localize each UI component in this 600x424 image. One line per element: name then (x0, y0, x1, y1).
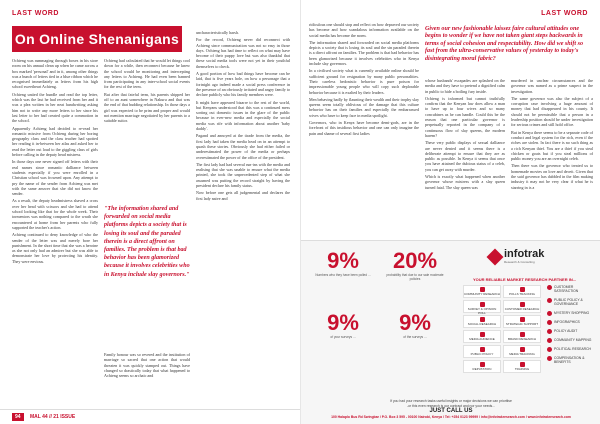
paragraph: Apparently Achieng had decided to re-read her romantic missive from Ochieng during her boring geography class and the class teacher had spotted her reading it in-between her atlas and asked her to read the letter out loud to the giggling class of girls before calling in the deputy head mistress. (12, 125, 98, 158)
paragraph: Now before one gets all judgemental and declares the first lady naive and (196, 190, 290, 201)
paragraph: Ochieng had calculated that he would let things cool down for a while, then reconnect because he knew the school would be monitoring and intercepting any letters to Achieng. He had even been banned from participating in any inter-school social events for the rest of the term. (104, 58, 190, 90)
service-list-item: MYSTERY SHOPPING (547, 311, 597, 315)
page-footer (0, 409, 300, 424)
paragraph: Achieng continued to deny knowledge of who the sender of the letter was and merely bore her punishment. In the short time that she was a heroine as she not only had an admirer but she was able to demonstrate her love by protecting his identity. They were envious. (12, 232, 98, 264)
paragraph: But in Kenya there seems to be a separate code of conduct and legal system for the rich, even if the riches are stolen. In fact there is no such thing as a rich Kenyan thief. You are a thief if you steal chicken or goats but if you steal millions of public money you are an overnight celeb. (511, 129, 593, 162)
service-cell (463, 345, 501, 358)
paragraph: murdered in unclear circumstances and the governor was named as a prime suspect in the investigation. (511, 78, 593, 94)
service-cell (463, 330, 501, 343)
stat-caption: probability that due to our sale moderate policies (386, 273, 444, 281)
paragraph: The first lady had had several run-ins with the media and realising that she was unable to ensure what the media printed, she took the unprecedented step of what she assumed was putting the record straight by having the president declare his family status. (196, 161, 290, 189)
article-title: On Online Shenanigans (12, 26, 182, 52)
paragraph: The same governor was also the subject of a corruption case involving a huge amount of money that had disappeared in his county. It should not be permissible that a person in a leadership position should be under investigation for serious crimes and still hold office. (511, 95, 593, 128)
service-list-item: CUSTOMER SATISFACTION (547, 285, 597, 293)
stat-caption: of the surveys ... (403, 335, 427, 339)
paragraph: Ochieng is informed but cannot truthfully confirm that the Kenyan law does allow a man to have up to four wives and so many concubines as he can handle. Could this be the reason that one particular governor is perpetually reported in the company of a continuous flow of slay queens, the modern harem? (425, 95, 505, 138)
page-number: 94 (12, 413, 24, 421)
paragraph: A good portion of how bad things have become can be laid, that is five years hole, on how a personage that a fortnight ago indeed made a social press conference in the presence of an obviously irritated and angry family to declare publicly who his family members were. (196, 71, 290, 98)
stat-percent: 9% (399, 310, 431, 335)
service-cell (503, 300, 541, 313)
service-list-item: POLICY AUDIT (547, 329, 597, 333)
stat-caption: of your surveys ... (330, 335, 356, 339)
paragraph: uncharacteristically harsh. (196, 30, 239, 35)
paragraph: Ochieng untied the bundle and read the top letter, which was the last he had received from her and it was a plea written in her neat handwriting asking him not to write any more letters to her since his last letter to her had created quite a commotion in the school. (12, 91, 98, 124)
magazine-issue: MAL 44 // 21 ISSUE (30, 414, 76, 420)
paragraph: But after that fateful term, his parents shipped her off to an aunt somewhere in Nakuru and that was the end of that budding relationship. In those days a girl was expected to be prim and proper and would not mention marriage negotiated by her parents to a suitable suitor. (104, 91, 190, 124)
service-cell (463, 300, 501, 313)
paragraph: The information shared and forwarded on social media platforms depicts a society that is losing its soul and the sin paraded therein is a direct affront on families. The problem is that bad behavior has been glamorized because it involves celebrities who in Kenya include slay governors. (309, 39, 419, 67)
stat-percent: 9% (327, 310, 359, 335)
paragraph: It might have appeared bizarre to the rest of the world, but Kenyans understood that this was a continued mess sorting out domestic issues in the glare of the public because in ever-new media and especially the social media was rife with information about another 'baby daddy'. (196, 99, 290, 132)
service-cell (503, 330, 541, 343)
service-label: SOCIAL RESEARCH (467, 322, 497, 326)
right-page (300, 0, 600, 424)
column-2 (104, 58, 190, 200)
paragraph: Pagand and annoyed at the tirade from the media, the first lady had taken the media head on in an attempt to quash these stories. Obviously she had either failed or underestimated the power of the media or perhaps overestimated the power of the office of the president. (196, 133, 290, 160)
section-label: LAST WORD (12, 10, 59, 17)
service-label: SURVEY & OPINION POLL (467, 307, 497, 315)
advert-footer (309, 399, 593, 419)
services-list (547, 285, 597, 369)
partner-tagline: YOUR RELIABLE MARKET RESEARCH PARTNER IN... (473, 277, 577, 282)
call-to-action: JUST CALL US (429, 408, 473, 415)
service-label: BRAND RESEARCH (507, 337, 536, 341)
paragraph: ridiculous one should stop and reflect on how depraved our society has become and how scandalous information available on the social media has become the norm. (309, 22, 419, 38)
highlight-question: Given our new fashionable laissez faire cultural attitudes one begins to wonder if we have not taken giant steps backwards in terms of social cohesion and respectability. How did we shift so fast from the ultra-conservative values of yesterday to today's disintegrating moral fabric? (425, 26, 584, 62)
paragraph: For the record, Ochieng never did reconnect with Achieng since communication was not so easy in those days. Ochieng has had time to reflect on what may have become of their puppy love but was also thankful that these social media tools were not yet in their youthful themselves to check. (196, 37, 290, 69)
infotrak-logo (489, 249, 544, 264)
brand-name: infotrak (504, 248, 545, 260)
service-list-item: PUBLIC POLICY & GOVERNANCE (547, 298, 597, 306)
service-label: STRATEGIC SUPPORT (505, 322, 539, 326)
service-label: TRAINING (514, 367, 530, 371)
paragraph: Ochieng was rummaging through boxes in his store room on his annual clean up when he came across a box marked 'personal' and in it, among other things was a bunch of letters tied in a blue ribbon which he recognised immediately as letters from his high school sweetheart Achieng. (12, 58, 98, 90)
service-label: CUSTOMER RESEARCH (504, 307, 540, 311)
service-cell (503, 345, 541, 358)
pull-quote: "The information shared and forwarded on social media platforms depicts a society that is losing its soul and the paraded therein is a direct affront on families. The problem is that bad behavior has been glamorized because it involves celebrities who in Kenya include slay governors." (104, 206, 190, 278)
paragraph: Family honour was so revered and the institution of marriage so sacred that one action that would threaten it was quickly stamped out. Things have changed so drastically today that what happened to Achieng seems so archaic and (104, 352, 190, 379)
section-label: LAST WORD (541, 10, 588, 17)
service-list-item: INFOGRAPHICS (547, 320, 597, 324)
service-cell (503, 285, 541, 298)
service-label: REPUTATION (472, 367, 492, 371)
service-cell (463, 360, 501, 373)
service-cell (503, 360, 541, 373)
service-label: MEDIA TRACKING (509, 352, 535, 356)
stat-block (383, 249, 447, 281)
service-label: PUBLIC POLICY (470, 352, 494, 356)
service-list-item: COMPENSATION & BENEFITS (547, 356, 597, 364)
stat-block (383, 311, 447, 339)
stat-block (311, 249, 375, 277)
stat-percent: 20% (392, 248, 438, 273)
stat-percent: 9% (327, 248, 359, 273)
column-2-continued (104, 352, 190, 404)
logo-diamond-icon (487, 248, 504, 265)
advert-line-1: If you had your research tasks useful insights or major decisions we can prioritise (390, 399, 512, 404)
column-3 (196, 30, 290, 403)
paragraph: As a result, the deputy headmistress shaved a cross over her head with scissors and she had to attend school looking like that for the whole week. Their tormentors was nothing compared to the wrath she encountered at home from her parents who fully supported the teacher's action. (12, 198, 98, 230)
paragraph: These very public displays of sexual dalliance are never denied and it seems there is a deliberate attempt to ensure that they are as public as possible. In Kenya it seems that once you have attained the dubious status of a celeb, you can get away with murder. (425, 140, 505, 172)
service-list-item: POLITICAL RESEARCH (547, 347, 597, 351)
column-b (425, 78, 505, 236)
stat-block (311, 311, 375, 339)
service-label: MEDIA AUDIENCE (469, 337, 495, 341)
service-cell (463, 315, 501, 328)
brand-subtitle: Research & Consulting (504, 260, 535, 264)
service-label: COMMUNITY RESEARCH (464, 292, 500, 296)
contact-details: 100 Halaplo Bus Rd Swingbar / P.O. Box 3 595 - 00100 Nairobi, Kenya / Tel: +254 0123 99999 / info@infotrakresearch.com / www.infotrakresearch.com (331, 414, 571, 419)
column-c (511, 78, 593, 236)
paragraph: In a civilised society what is currently available online should be sufficient ground for resignation by many public personalities. Their careless hedonistic behavior is pure poison for impressionable young people who will copy such deplorable behavior because it is exalted by their leaders. (309, 68, 419, 95)
column-a (309, 22, 419, 236)
stat-caption: Numbers who they have been polled ... (315, 273, 371, 277)
column-1 (12, 58, 98, 403)
paragraph: Governors, who in Kenya have become demi-gods, are in the forefront of this insidious behavior and one can only imagine the pain and shame of several first ladies (309, 120, 419, 136)
advert-line-2: -or this even research is our contract and nor your needs... (406, 403, 495, 408)
paragraph: Which is exactly what happened when another governor whose mistress with a slay queen turned fatal. The slay queen was (425, 174, 505, 190)
service-label: POLLS TRACKING (509, 292, 535, 296)
paragraph: whose husbands' escapades are splashed on the media and they have to pretend a dignified calm in public to hide a boiling fury inside. (425, 78, 505, 94)
service-cell (463, 285, 501, 298)
service-list-item: COMMUNITY MAPPING (547, 338, 597, 342)
paragraph: Men behaving badly by flaunting their wealth and their trophy slay queens seem totally oblivious of the damage that this culture behavior has on their families and especially the embarrassed wives who have to keep face in media spotlight. (309, 96, 419, 118)
service-cell (503, 315, 541, 328)
infotrak-advert (301, 240, 600, 424)
paragraph: In those days one never signed off letters with their real names since romantic dalliance between students especially if you were enrolled in a Christian school was frowned upon. Any attempt to pry the name of the sender from Achieng was met with the same answer that she did not know the sender. (12, 159, 98, 197)
paragraph: Then there was the governor who treated us to homemade movies on love and deceit. Given that the said governor has dabbled in the film making industry it may not be very clear if what he is starring in is a (511, 163, 593, 190)
